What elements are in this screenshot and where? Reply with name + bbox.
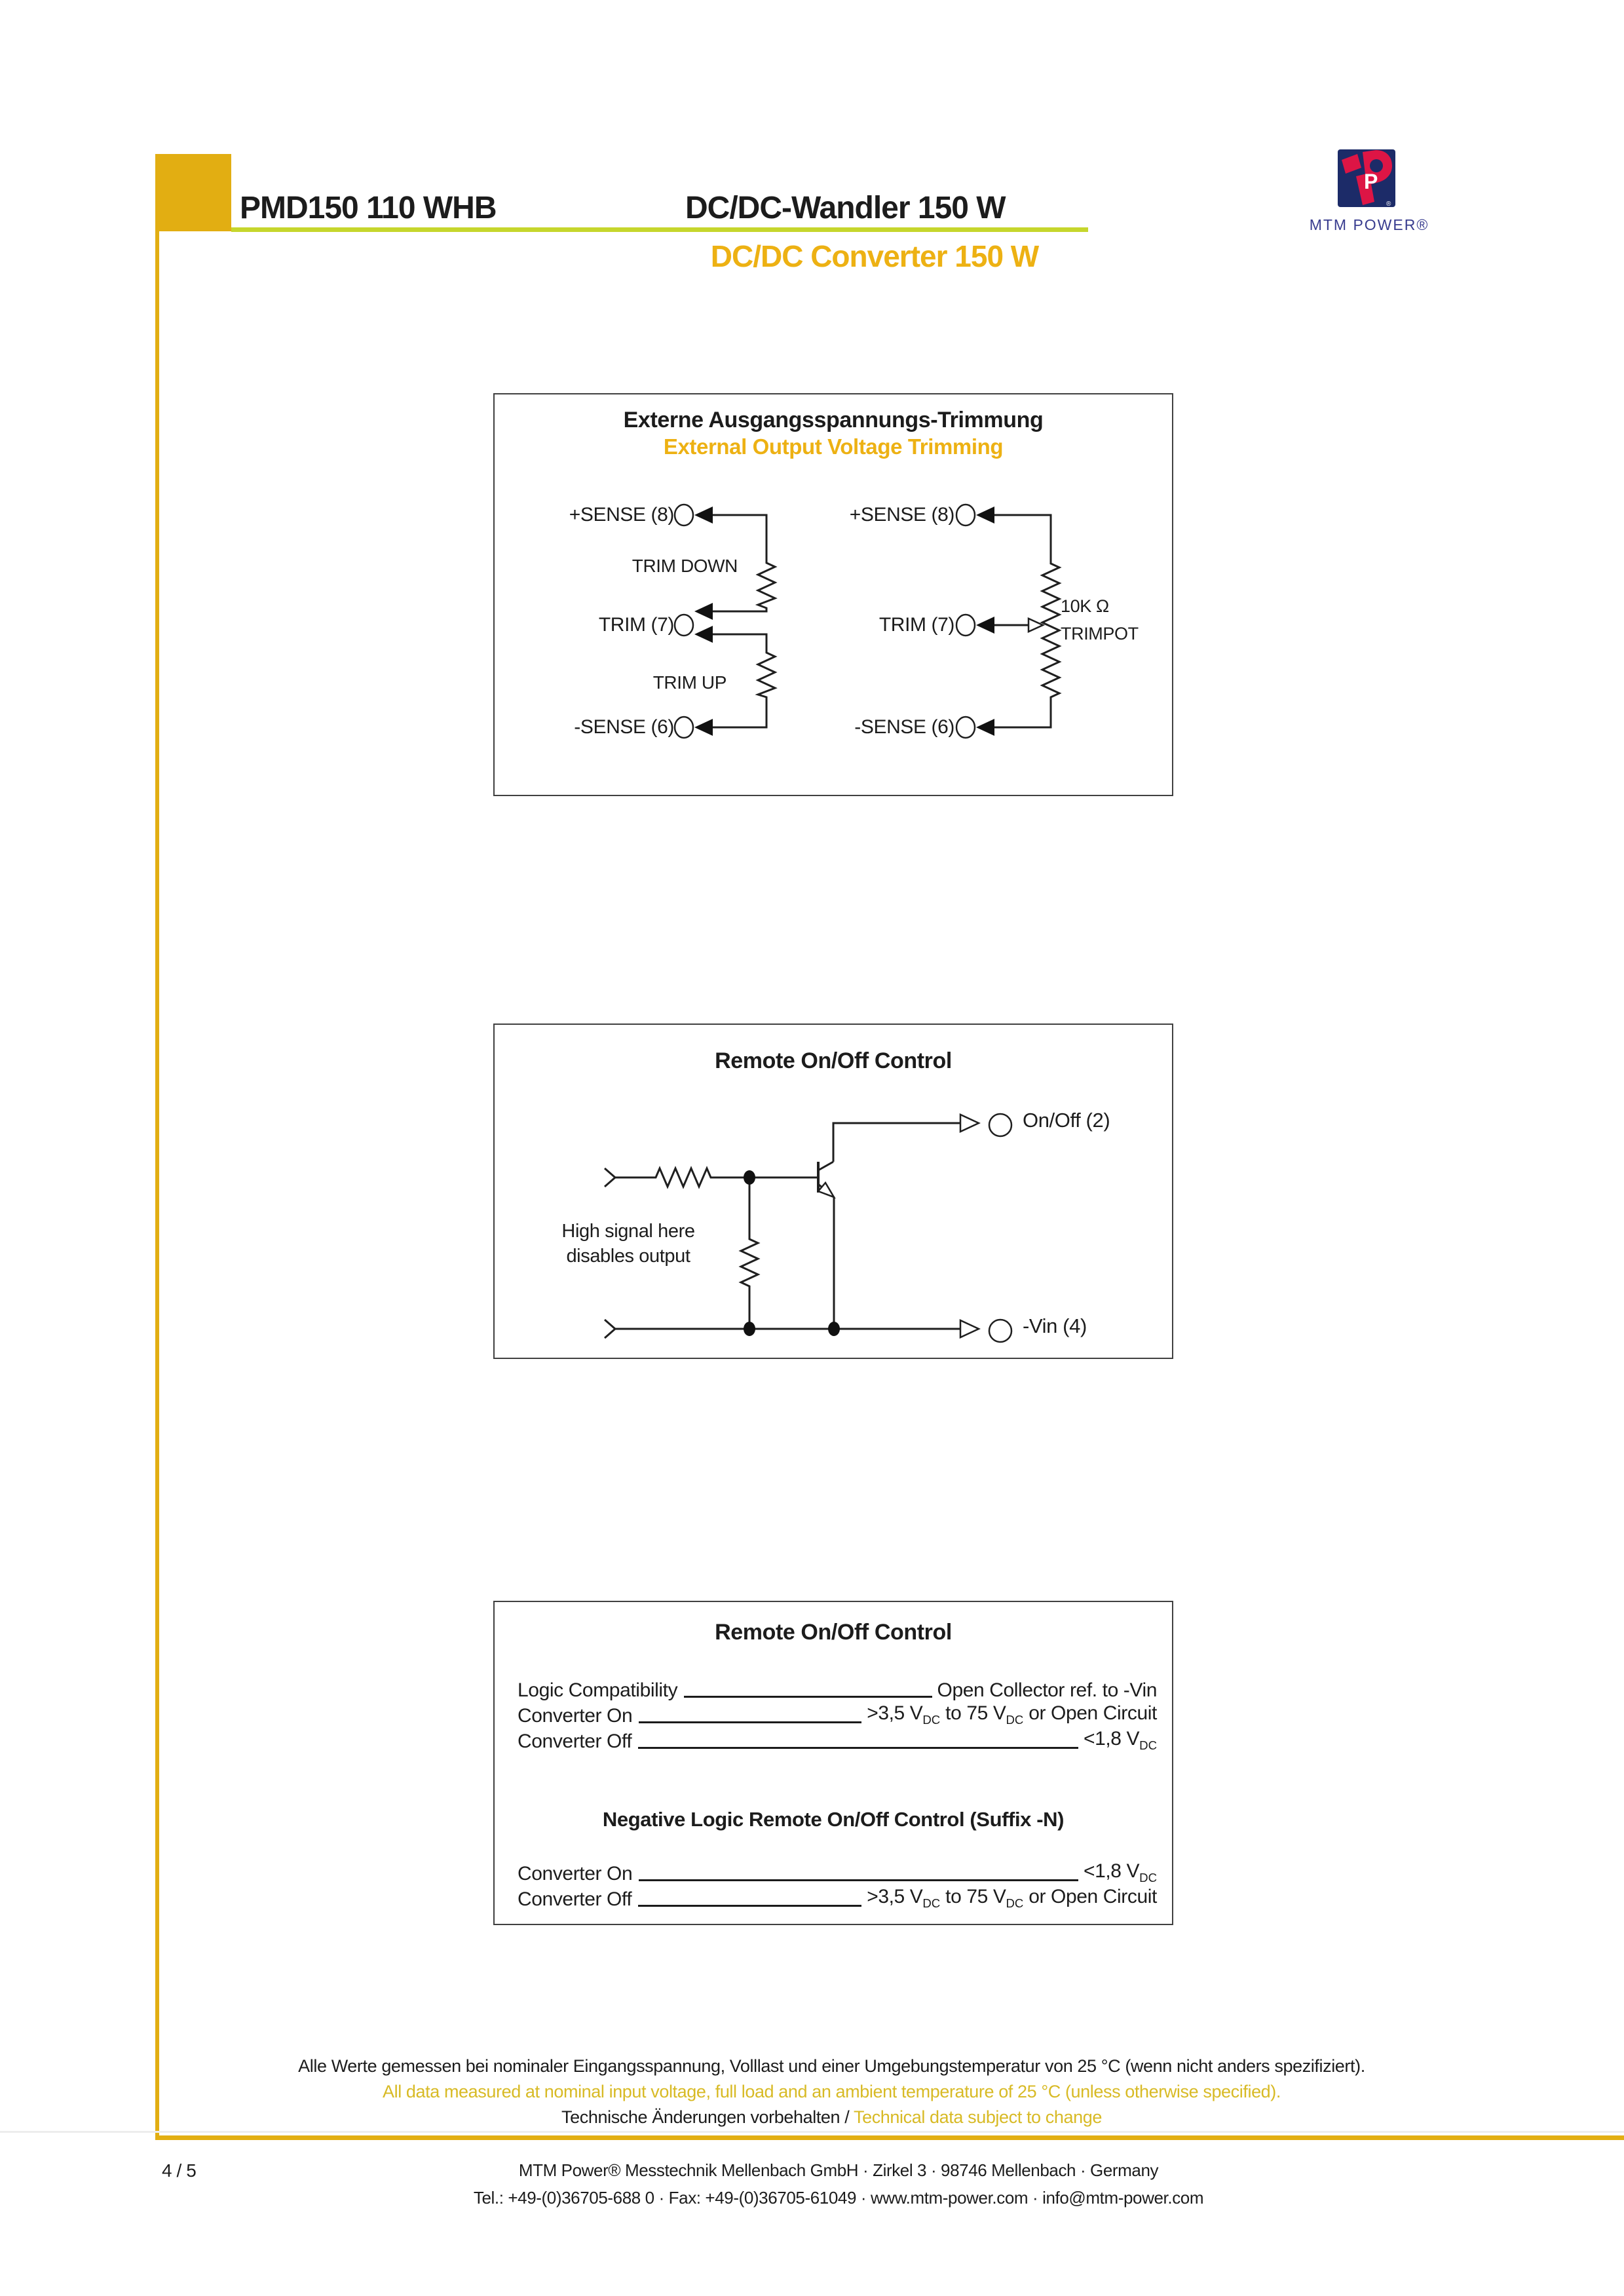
wiper-arrow-icon xyxy=(1029,619,1043,632)
pin-circle xyxy=(956,505,975,526)
arrow-left-icon xyxy=(976,507,994,524)
page-number: 4 / 5 xyxy=(162,2160,197,2181)
bottom-accent-line xyxy=(155,2135,1624,2140)
spec-row xyxy=(518,1702,1157,1727)
dotted-leader xyxy=(684,1695,932,1698)
footnote-de: Alle Werte gemessen bei nominaler Eingangsspannung, Volllast und einer Umgebungstemperatur von 25 °C (wenn nicht anders spezifiziert). xyxy=(298,2056,1365,2076)
spec-row xyxy=(518,1727,1157,1753)
footnote-changes xyxy=(85,2107,1578,2128)
arrow-left-icon xyxy=(976,617,994,634)
header-accent-square xyxy=(155,154,231,231)
input-chevron-icon xyxy=(605,1168,615,1187)
vin-pin-circle xyxy=(989,1320,1011,1342)
header-underline xyxy=(231,227,1088,232)
resistor-label-trim-down: TRIM DOWN xyxy=(632,556,738,576)
spec-row xyxy=(518,1885,1157,1911)
company-address: MTM Power® Messtechnik Mellenbach GmbH · Zirkel 3 · 98746 Mellenbach · Germany xyxy=(518,2160,1159,2180)
trimpot-name-label: TRIMPOT xyxy=(1061,624,1139,643)
external-trimming-box xyxy=(493,393,1173,796)
spec-value: <1,8 $V_{DC}$ xyxy=(1083,1728,1157,1752)
pin-label-trim-left: TRIM (7) xyxy=(598,614,674,636)
remote-box-title: Remote On/Off Control xyxy=(715,1048,952,1073)
arrowheads-right xyxy=(976,507,994,736)
resistor-label-trim-up: TRIM UP xyxy=(652,672,727,693)
base-resistor xyxy=(652,1168,713,1187)
page-title-en: DC/DC Converter 150 W xyxy=(710,239,1039,273)
spec-label: Converter Off xyxy=(518,1888,632,1910)
spec-value: <1,8 $V_{DC}$ xyxy=(1083,1860,1157,1885)
input-chevron-icon xyxy=(605,1320,615,1338)
note-line2: disables output xyxy=(566,1246,690,1267)
pin-circle xyxy=(956,717,975,738)
arrow-left-icon xyxy=(694,507,713,524)
svg-text:®: ® xyxy=(1386,201,1391,208)
pin-label-plus-sense-right: +SENSE (8) xyxy=(849,504,954,526)
spec-box-title: Remote On/Off Control xyxy=(715,1620,952,1645)
trim-down-resistor xyxy=(758,560,775,610)
model-number: PMD150 110 WHB xyxy=(240,191,497,225)
dotted-leader xyxy=(639,1879,1078,1881)
arrow-left-icon xyxy=(694,626,713,643)
pin-label-onoff: On/Off (2) xyxy=(1023,1109,1110,1132)
pin-circle xyxy=(675,717,693,738)
negative-logic-subtitle: Negative Logic Remote On/Off Control (Suffix -N) xyxy=(602,1808,1065,1831)
pin-label-plus-sense-left: +SENSE (8) xyxy=(569,504,674,526)
spec-label: Converter Off xyxy=(518,1731,632,1752)
trim-up-resistor xyxy=(758,650,775,700)
svg-text:P: P xyxy=(1364,170,1378,193)
footnote-changes-en: Technical data subject to change xyxy=(853,2107,1102,2127)
spec-row xyxy=(518,1860,1157,1885)
trim-box-title-de: Externe Ausgangsspannungs-Trimmung xyxy=(623,408,1044,432)
pin-label-minus-sense-left: -SENSE (6) xyxy=(574,716,674,738)
spec-label: Converter On xyxy=(518,1705,633,1727)
remote-onoff-spec-box xyxy=(493,1601,1173,1925)
arrowheads-left xyxy=(694,507,713,736)
mtm-power-logo-icon xyxy=(1336,144,1397,210)
arrow-left-icon xyxy=(976,719,994,736)
pin-circle xyxy=(956,615,975,636)
spec-label: Logic Compatibility xyxy=(518,1679,678,1701)
onoff-pin-circle xyxy=(989,1114,1011,1136)
footer-divider xyxy=(0,2131,1624,2133)
company-contact: Tel.: +49-(0)36705-688 0 · Fax: +49-(0)36705-61049 · www.mtm-power.com · info@mtm-power.com xyxy=(473,2188,1204,2208)
spec-label: Converter On xyxy=(518,1863,633,1885)
pulldown-resistor xyxy=(741,1236,758,1289)
remote-onoff-circuit-diagram xyxy=(495,1025,1172,1355)
dotted-leader xyxy=(638,1904,861,1907)
onoff-arrow-icon xyxy=(960,1115,979,1132)
arrow-left-icon xyxy=(694,719,713,736)
remote-onoff-circuit-box xyxy=(493,1024,1173,1359)
trim-right-circuit xyxy=(956,505,1059,738)
vin-arrow-icon xyxy=(960,1320,979,1337)
junction-dot xyxy=(828,1322,840,1336)
pin-label-vin: -Vin (4) xyxy=(1023,1314,1087,1337)
dotted-leader xyxy=(638,1746,1078,1749)
spec-rows-negative xyxy=(518,1860,1157,1911)
junction-dot xyxy=(744,1322,755,1336)
spec-row xyxy=(518,1676,1157,1702)
spec-rows xyxy=(518,1676,1157,1753)
note-line1: High signal here xyxy=(561,1221,695,1242)
mtm-power-logo-text: MTM POWER® xyxy=(1309,216,1429,233)
trimpot-resistor xyxy=(1042,560,1059,700)
spec-value: >3,5 $V_{DC}$ to 75 $V_{DC}$ or Open Circuit xyxy=(867,1702,1157,1727)
spec-value: Open Collector ref. to -Vin xyxy=(937,1679,1157,1701)
page-title-de: DC/DC-Wandler 150 W xyxy=(685,191,1006,225)
junction-dot xyxy=(744,1170,755,1185)
trim-left-circuit xyxy=(675,505,775,738)
trim-box-title-en: External Output Voltage Trimming xyxy=(663,434,1004,459)
footnote-changes-de: Technische Änderungen vorbehalten / xyxy=(561,2107,854,2127)
footnote-en: All data measured at nominal input voltage, full load and an ambient temperature of 25 °C (unless otherwise specified). xyxy=(383,2082,1281,2101)
pin-circle xyxy=(675,505,693,526)
pin-circle xyxy=(675,615,693,636)
left-accent-line xyxy=(155,154,159,2140)
spec-value: >3,5 $V_{DC}$ to 75 $V_{DC}$ or Open Circuit xyxy=(867,1886,1157,1910)
pin-label-minus-sense-right: -SENSE (6) xyxy=(854,716,954,738)
dotted-leader xyxy=(639,1721,861,1723)
arrow-left-icon xyxy=(694,603,713,620)
pin-label-trim-right: TRIM (7) xyxy=(878,614,954,636)
trimpot-value-label: 10K Ω xyxy=(1061,596,1109,616)
